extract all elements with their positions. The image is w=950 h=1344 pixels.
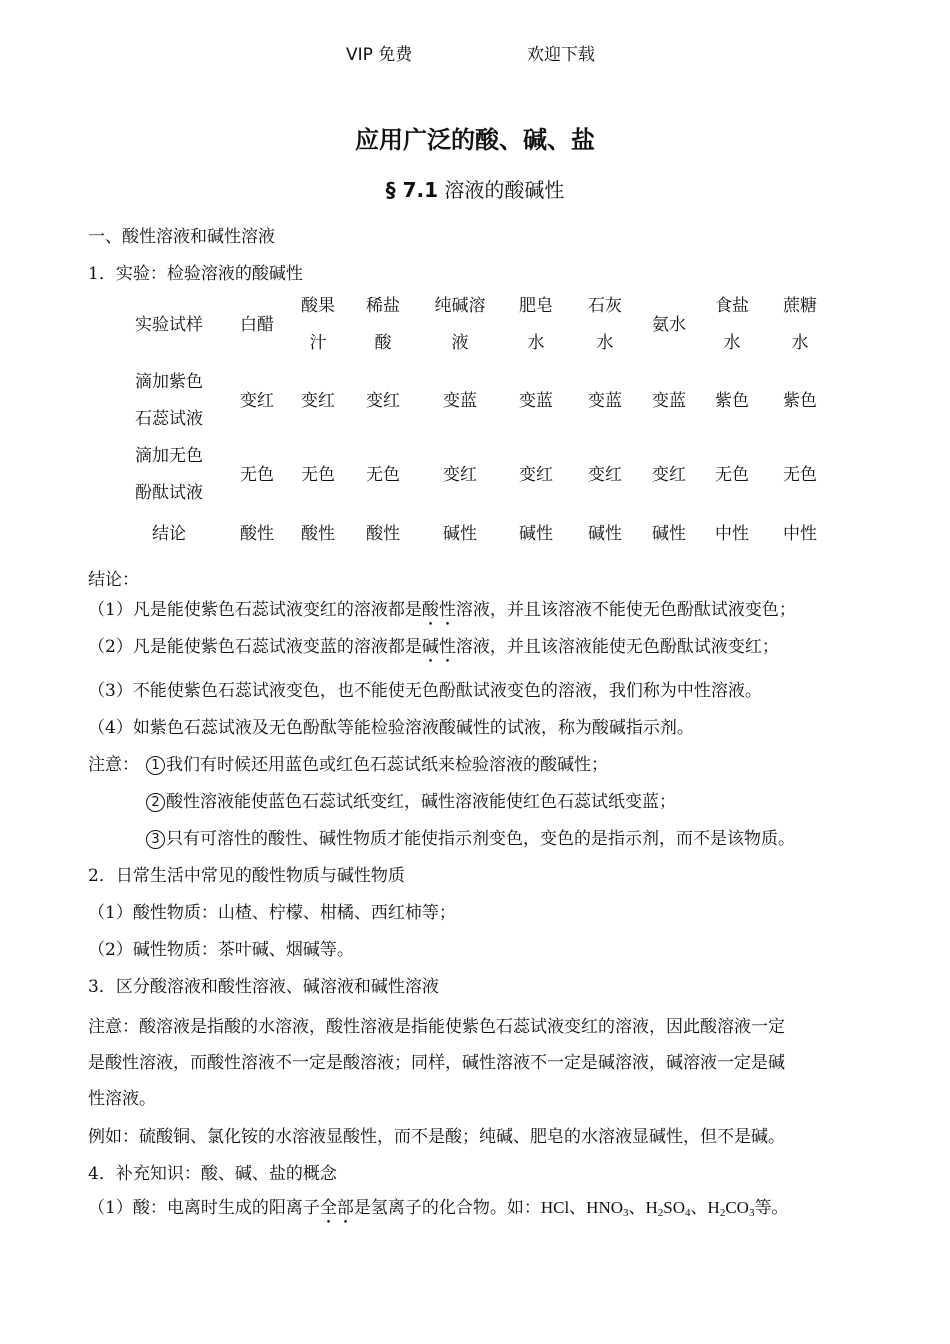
table-header-cell-line: 实验试样: [135, 314, 203, 335]
note-label: 注意：: [88, 755, 139, 775]
table-header-cell-line: 水: [791, 333, 809, 353]
table-header-cell: [770, 288, 830, 362]
table-header-cell-line: 纯碱溶: [434, 296, 486, 316]
formula-h2so4: [646, 1198, 691, 1217]
conclusion-1-emphasis: 酸性: [421, 600, 456, 620]
formula-part: SO: [663, 1198, 686, 1217]
formula-h2co3: [708, 1198, 755, 1217]
table-header-cell-line: 酸: [374, 333, 392, 353]
table-cell: 无色: [301, 464, 335, 485]
table-header-cell: [415, 288, 505, 362]
table-cell: 变红: [366, 390, 400, 411]
table-cell: 酸性: [366, 523, 400, 544]
formula-part: HNO: [586, 1198, 624, 1217]
table-cell: 紫色: [783, 390, 817, 411]
conclusion-1-post: 溶液，并且该溶液不能使无色酚酞试液变色；: [455, 600, 796, 620]
subscript: 4: [685, 1207, 691, 1219]
table-row-label: [119, 364, 219, 438]
table-cell: 碱性: [519, 523, 553, 544]
note-1: [146, 750, 608, 775]
table-header-cell-line: 白醋: [240, 314, 274, 335]
table-cell: 变红: [588, 464, 622, 485]
circled-number-icon: 1: [146, 756, 165, 775]
table-row-label-line: 石蕊试液: [135, 409, 203, 429]
item-daily-substances: 2．日常生活中常见的酸性物质与碱性物质: [88, 866, 405, 886]
formula-part: H: [645, 1198, 658, 1217]
page-title: 应用广泛的酸、碱、盐: [355, 126, 595, 154]
separator: 、: [690, 1198, 708, 1218]
formula-hno3: [586, 1198, 628, 1217]
conclusion-2: [88, 632, 779, 667]
table-header-cell: [119, 307, 219, 344]
table-header-cell-line: 稀盐: [366, 296, 400, 316]
table-row-label: [119, 516, 219, 553]
table-cell: 变蓝: [519, 390, 553, 411]
conclusion-2-post: 溶液，并且该溶液能使无色酚酞试液变红；: [455, 637, 779, 657]
table-cell: 变蓝: [588, 390, 622, 411]
table-header-cell-line: 水: [596, 333, 614, 353]
table-header-cell-line: 酸果: [301, 296, 335, 316]
table-cell: 变红: [519, 464, 553, 485]
table-cell: 中性: [783, 523, 817, 544]
subscript: 3: [748, 1207, 755, 1219]
table-row-label-line: 酚酞试液: [135, 483, 203, 503]
formula-part: H: [707, 1198, 720, 1217]
table-row-label-line: 滴加紫色: [135, 372, 203, 392]
subscript: 2: [657, 1207, 664, 1219]
conclusion-2-pre: （2）凡是能使紫色石蕊试液变蓝的溶液都是: [88, 637, 422, 657]
acid-def-post: 是氢离子的化合物。如：: [353, 1198, 541, 1218]
table-header-cell: [506, 288, 566, 362]
acid-def-pre: （1）酸：电离时生成的阳离子: [88, 1198, 320, 1218]
item-experiment: 1．实验：检验溶液的酸碱性: [88, 264, 303, 284]
section-title: [0, 174, 950, 203]
note-paragraph-line-3: 性溶液。: [88, 1089, 156, 1109]
separator: 、: [628, 1198, 646, 1218]
table-header-cell-line: 食盐: [715, 296, 749, 316]
table-cell: 中性: [715, 523, 749, 544]
note-3-text: 只有可溶性的酸性、碱性物质才能使指示剂变色，变色的是指示剂，而不是该物质。: [166, 829, 795, 849]
circled-number-icon: 3: [146, 830, 165, 849]
example-line: 例如：硫酸铜、氯化铵的水溶液显酸性，而不是酸；纯碱、肥皂的水溶液显碱性，但不是碱。: [88, 1127, 785, 1147]
table-header-cell: [702, 288, 762, 362]
acid-definition: [88, 1193, 788, 1228]
table-cell: 变红: [443, 464, 477, 485]
conclusion-2-emphasis: 碱性: [421, 637, 456, 657]
formula-hcl: HCl: [540, 1198, 570, 1217]
table-row-label-line: 结论: [152, 523, 186, 544]
section-number: § 7.1: [385, 178, 439, 202]
table-cell: 无色: [715, 464, 749, 485]
table-header-cell-line: 水: [723, 333, 741, 353]
circled-number-icon: 2: [146, 793, 165, 812]
note-3: [146, 824, 795, 849]
table-cell: 变红: [301, 390, 335, 411]
conclusion-1: [88, 595, 796, 630]
table-header-cell: [288, 288, 348, 362]
table-cell: 无色: [240, 464, 274, 485]
note-2-text: 酸性溶液能使蓝色石蕊试纸变红，碱性溶液能使红色石蕊试纸变蓝；: [166, 792, 676, 812]
formula-part: CO: [725, 1198, 749, 1217]
conclusion-4: （4）如紫色石蕊试液及无色酚酞等能检验溶液酸碱性的试液，称为酸碱指示剂。: [88, 718, 694, 738]
subscript: 2: [719, 1207, 726, 1219]
table-header-cell-line: 肥皂: [519, 296, 553, 316]
table-cell: 无色: [783, 464, 817, 485]
table-cell: 碱性: [652, 523, 686, 544]
table-header-cell: [575, 288, 635, 362]
item-supplement: 4．补充知识：酸、碱、盐的概念: [88, 1164, 337, 1184]
note-1-text: 我们有时候还用蓝色或红色石蕊试纸来检验溶液的酸碱性；: [166, 755, 608, 775]
item-distinguish: 3．区分酸溶液和酸性溶液、碱溶液和碱性溶液: [88, 977, 439, 997]
table-cell: 紫色: [715, 390, 749, 411]
header-right: 欢迎下载: [527, 45, 595, 65]
acid-def-emphasis: 全部: [319, 1198, 354, 1218]
table-header-cell-line: 水: [527, 333, 545, 353]
table-cell: 变蓝: [443, 390, 477, 411]
table-header-cell: [353, 288, 413, 362]
subscript: 3: [623, 1207, 629, 1219]
table-row-label-line: 滴加无色: [135, 446, 203, 466]
indicator-table: [118, 288, 848, 554]
basic-substances: （2）碱性物质：茶叶碱、烟碱等。: [88, 940, 354, 960]
table-cell: 变红: [652, 464, 686, 485]
table-header-cell: [227, 307, 287, 344]
table-cell: 碱性: [588, 523, 622, 544]
section-name: 溶液的酸碱性: [444, 178, 565, 202]
conclusion-label: 结论：: [88, 570, 139, 590]
note-paragraph-line-1: 注意：酸溶液是指酸的水溶液，酸性溶液是指能使紫色石蕊试液变红的溶液，因此酸溶液一定: [88, 1017, 785, 1037]
table-header-cell-line: 蔗糖: [783, 296, 817, 316]
table-cell: 碱性: [443, 523, 477, 544]
table-header-cell-line: 汁: [309, 333, 327, 353]
table-header-cell-line: 氨水: [652, 314, 686, 335]
heading-acid-base-solutions: 一、酸性溶液和碱性溶液: [88, 227, 275, 247]
table-header-cell-line: 石灰: [588, 296, 622, 316]
note-2: [146, 787, 676, 812]
acid-def-end: 等。: [754, 1198, 789, 1218]
table-cell: 酸性: [240, 523, 274, 544]
conclusion-1-pre: （1）凡是能使紫色石蕊试液变红的溶液都是: [88, 600, 422, 620]
table-cell: 酸性: [301, 523, 335, 544]
table-cell: 变红: [240, 390, 274, 411]
acidic-substances: （1）酸性物质：山楂、柠檬、柑橘、西红柿等；: [88, 903, 456, 923]
note-paragraph-line-2: 是酸性溶液，而酸性溶液不一定是酸溶液；同样，碱性溶液不一定是碱溶液，碱溶液一定是碱: [88, 1053, 785, 1073]
conclusion-3: （3）不能使紫色石蕊试液变色，也不能使无色酚酞试液变色的溶液，我们称为中性溶液。: [88, 681, 762, 701]
table-cell: 变蓝: [652, 390, 686, 411]
table-header-cell-line: 液: [451, 333, 469, 353]
header-left: VIP 免费: [346, 45, 413, 65]
separator: 、: [569, 1198, 587, 1218]
table-cell: 无色: [366, 464, 400, 485]
table-header-cell: [639, 307, 699, 344]
table-row-label: [119, 438, 219, 512]
